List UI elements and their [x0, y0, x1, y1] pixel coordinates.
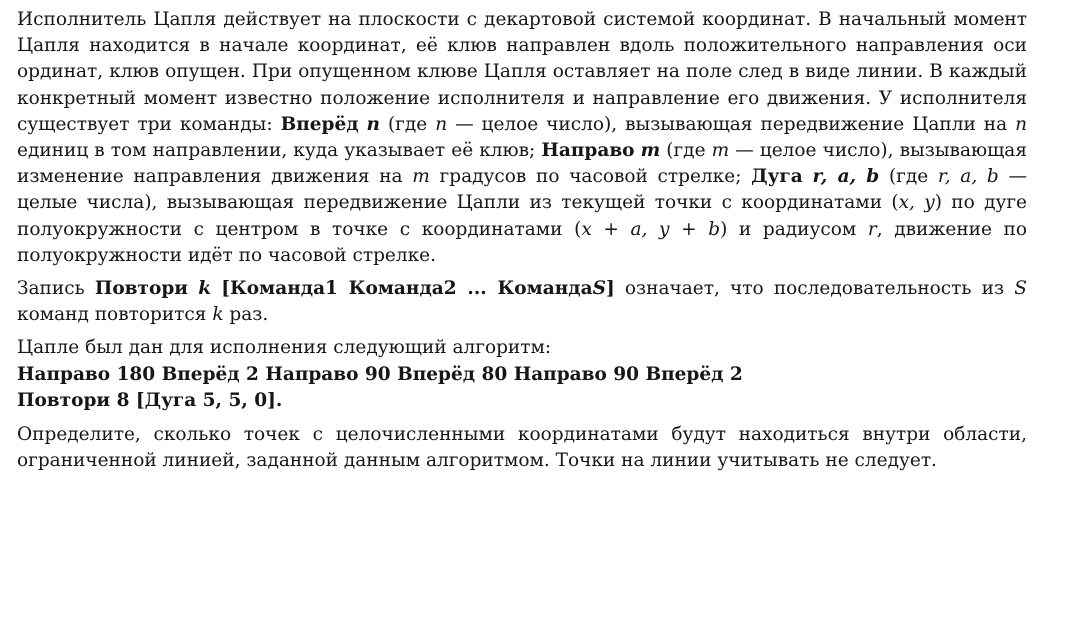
command-right: Направо — [541, 140, 635, 162]
repeat-text: раз. — [223, 304, 269, 326]
variable-r: r — [867, 218, 877, 240]
algorithm-line-2: Повтори 8 [Дуга 5, 5, 0]. — [17, 389, 283, 411]
coordinates-xy: x, y — [898, 192, 935, 214]
repeat-text: означает, что последовательность из — [614, 278, 1015, 300]
description-text: (где — [380, 113, 436, 135]
variable-n: n — [435, 113, 448, 135]
repeat-text: команд повторится — [17, 304, 213, 326]
variable-n: n — [1015, 113, 1027, 135]
description-text: — целые числа), вызывающая передвижение Цапли из текущей точки с координатами ( — [17, 166, 1027, 214]
description-text: Исполнитель Цапля действует на плоскости с декартовой системой координат. В начальный момент Цапля находится в начале координат, её клюв направлен вдоль положительного направления оси ординат, клюв опущен. При опущенном клюве Цапля оставляет на поле след в виде линии. В каждый конкретный момент известно положение исполнителя и направление его движения. У исполнителя существует три команды: — [17, 9, 1027, 135]
algorithm-line-1: Направо 180 Вперёд 2 Направо 90 Вперёд 80 Направо 90 Вперёд 2 — [17, 363, 743, 385]
variable-n: n — [366, 113, 380, 135]
algorithm-intro: Цапле был дан для исполнения следующий алгоритм: — [17, 337, 552, 359]
repeat-description-paragraph — [17, 276, 1027, 328]
description-text: — целое число), вызывающая изменение направления движения на — [17, 140, 1027, 188]
question-paragraph: Определите, сколько точек с целочисленными координатами будут находиться внутри области, ограниченной линией, заданной данным алгоритмом. Точки на линии учитывать не следует. — [17, 424, 1027, 472]
variable-m: m — [640, 140, 661, 162]
variable-s: S — [1014, 278, 1027, 300]
variable-k: k — [198, 278, 212, 300]
variable-m: m — [711, 140, 730, 162]
repeat-text: Запись — [17, 278, 95, 300]
description-text: — целое число), вызывающая передвижение Цапли на — [447, 113, 1016, 135]
description-text: (где — [660, 140, 712, 162]
command-forward: Вперёд — [280, 113, 359, 135]
coordinates-center: x + a, y + b — [581, 218, 721, 240]
description-text: , движение по полуокружности идёт по часовой стрелке. — [17, 218, 1028, 266]
description-text: ) по дуге полуокружности с центром в точке с координатами ( — [17, 192, 1027, 240]
algorithm-block — [17, 362, 1027, 414]
variable-s: S — [592, 278, 606, 300]
description-text: (где — [879, 166, 938, 188]
variable-k: k — [212, 304, 224, 326]
description-text: ) и радиусом — [720, 218, 868, 240]
variable-m: m — [412, 166, 430, 188]
repeat-block: [Команда1 Команда2 ... Команда — [221, 278, 593, 300]
command-repeat: Повтори — [94, 278, 188, 300]
description-text: градусов по часовой стрелке; — [429, 166, 752, 188]
description-text: единиц в том направлении, куда указывает её клюв; — [17, 140, 542, 162]
arc-variables: r, a, b — [937, 166, 999, 188]
task-description-paragraph — [17, 7, 1027, 269]
command-arc: Дуга — [751, 166, 803, 188]
repeat-block-close: ] — [605, 278, 615, 300]
arc-arguments: r, a, b — [812, 166, 880, 188]
